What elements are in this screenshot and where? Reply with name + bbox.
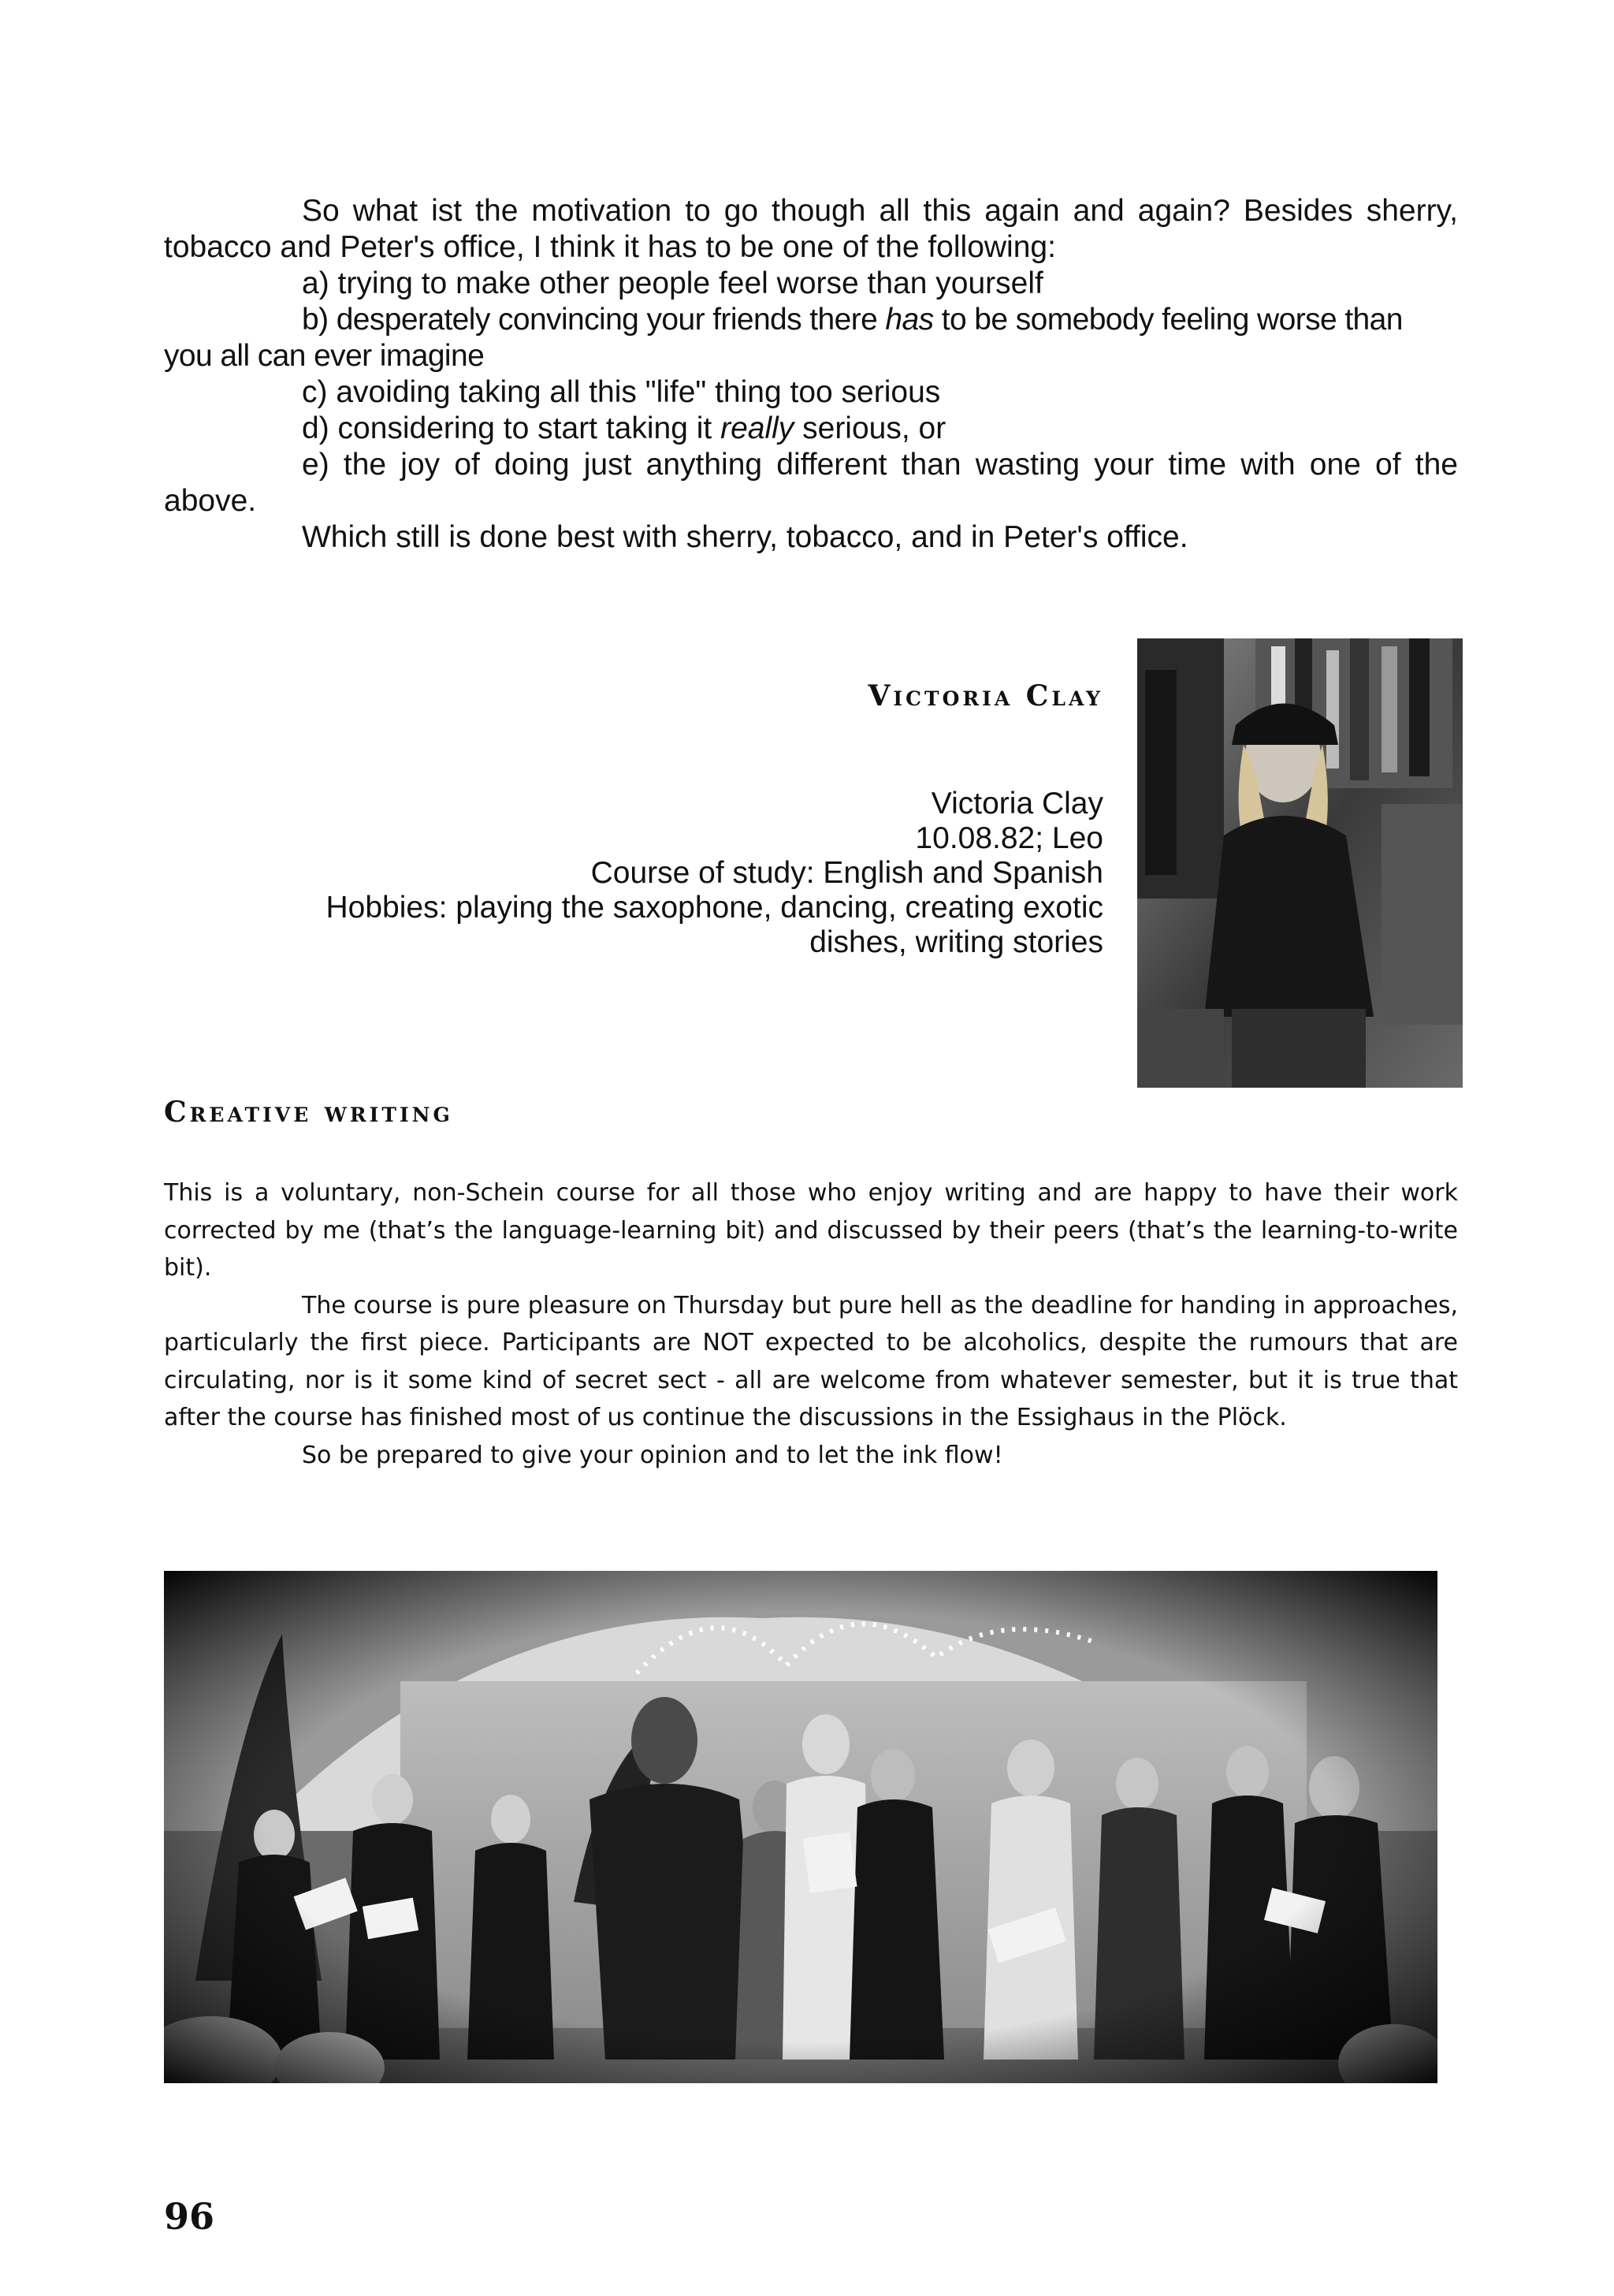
profile-birth: 10.08.82; Leo: [915, 821, 1103, 855]
creative-paragraph-3: So be prepared to give your opinion and to let the ink flow!: [302, 1441, 1003, 1469]
section-heading: Creative writing: [164, 1096, 453, 1129]
creative-paragraph-2: The course is pure pleasure on Thursday but pure hell as the deadline for handing in approaches, particularly the first piece. Participants are NOT expected to be alcoholics, despite the rumours that are circulating, nor is it some kind of secret sect - all are welcome from whatever semester, but it is true that after the course has finished most of us continue the discussions in the Essighaus in the Plöck.: [164, 1291, 1458, 1431]
list-item-a: a) trying to make other people feel worse than yourself: [302, 266, 1043, 300]
intro-text: [164, 193, 1458, 556]
profile-course: Course of study: English and Spanish: [590, 856, 1103, 890]
page-number: 96: [164, 2195, 215, 2238]
profile-hobbies: Hobbies: playing the saxophone, dancing, creating exotic dishes, writing stories: [325, 891, 1103, 959]
closing-line: Which still is done best with sherry, tobacco, and in Peter's office.: [302, 520, 1188, 554]
profile-heading: Victoria Clay: [868, 679, 1103, 713]
portrait-photo: [1137, 638, 1463, 1088]
intro-paragraph: So what ist the motivation to go though all this again and again? Besides sherry, tobacco and Peter's office, I think it has to be one of the following:: [164, 194, 1458, 264]
profile-details: [181, 787, 1103, 960]
list-item-b: b) desperately convincing your friends there has to be somebody feeling worse than you all can ever imagine: [164, 303, 1403, 373]
profile-name: Victoria Clay: [931, 787, 1103, 821]
creative-body: [164, 1174, 1458, 1474]
group-photo: [164, 1571, 1437, 2083]
list-item-c: c) avoiding taking all this "life" thing too serious: [302, 375, 941, 409]
list-item-d: d) considering to start taking it really serious, or: [302, 411, 946, 445]
creative-paragraph-1: This is a voluntary, non-Schein course for all those who enjoy writing and are happy to have their work corrected by me (that’s the language-learning bit) and discussed by their peers (that’s the learning-to-write bit).: [164, 1179, 1458, 1282]
list-item-e: e) the joy of doing just anything different than wasting your time with one of the above.: [164, 448, 1458, 518]
